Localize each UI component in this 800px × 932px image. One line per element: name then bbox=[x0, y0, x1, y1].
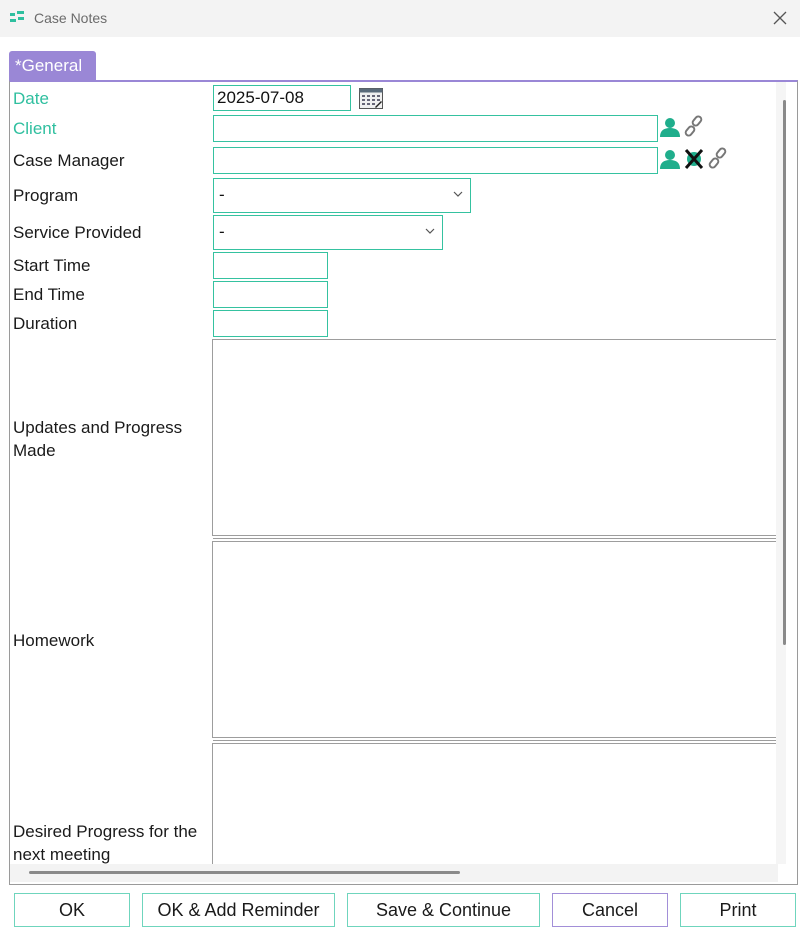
homework-label: Homework bbox=[13, 631, 95, 650]
duration-label: Duration bbox=[13, 314, 78, 333]
case-manager-label: Case Manager bbox=[13, 151, 125, 170]
service-selected-value: - bbox=[219, 222, 225, 241]
person-icon[interactable] bbox=[660, 149, 680, 169]
program-label: Program bbox=[13, 186, 79, 205]
chevron-down-icon bbox=[452, 188, 464, 200]
title-bar bbox=[0, 0, 800, 37]
start-time-field[interactable] bbox=[213, 252, 328, 279]
case-manager-field[interactable] bbox=[213, 147, 658, 174]
ok-add-reminder-button[interactable]: OK & Add Reminder bbox=[142, 893, 335, 927]
window-title: Case Notes bbox=[34, 10, 108, 26]
close-icon[interactable] bbox=[772, 10, 788, 26]
end-time-field[interactable] bbox=[213, 281, 328, 308]
start-time-label: Start Time bbox=[13, 256, 91, 275]
homework-textarea[interactable] bbox=[212, 541, 778, 738]
desired-progress-label: Desired Progress for the next meeting bbox=[13, 822, 198, 864]
save-continue-button[interactable]: Save & Continue bbox=[347, 893, 540, 927]
link-icon[interactable] bbox=[707, 147, 729, 169]
date-field[interactable]: 2025-07-08 bbox=[213, 85, 351, 111]
clear-x-icon[interactable] bbox=[683, 148, 705, 170]
service-provided-select[interactable] bbox=[213, 215, 443, 250]
program-select[interactable] bbox=[213, 178, 471, 213]
print-button[interactable]: Print bbox=[680, 893, 796, 927]
ok-button[interactable]: OK bbox=[14, 893, 130, 927]
client-label: Client bbox=[13, 119, 57, 138]
calendar-icon[interactable] bbox=[359, 88, 383, 109]
service-provided-label: Service Provided bbox=[13, 223, 142, 242]
date-label: Date bbox=[13, 89, 49, 108]
person-icon[interactable] bbox=[660, 117, 680, 137]
program-selected-value: - bbox=[219, 185, 225, 204]
app-logo-icon bbox=[10, 11, 24, 24]
cancel-button[interactable]: Cancel bbox=[552, 893, 668, 927]
client-field[interactable] bbox=[213, 115, 658, 142]
end-time-label: End Time bbox=[13, 285, 85, 304]
link-icon[interactable] bbox=[683, 115, 705, 137]
desired-progress-textarea[interactable] bbox=[212, 743, 778, 865]
vertical-scroll-thumb[interactable] bbox=[783, 100, 786, 645]
updates-label: Updates and Progress Made bbox=[13, 418, 183, 460]
updates-textarea[interactable] bbox=[212, 339, 778, 536]
duration-field[interactable] bbox=[213, 310, 328, 337]
horizontal-scroll-thumb[interactable] bbox=[29, 871, 460, 874]
tab-general[interactable]: *General bbox=[9, 51, 96, 80]
chevron-down-icon bbox=[424, 225, 436, 237]
